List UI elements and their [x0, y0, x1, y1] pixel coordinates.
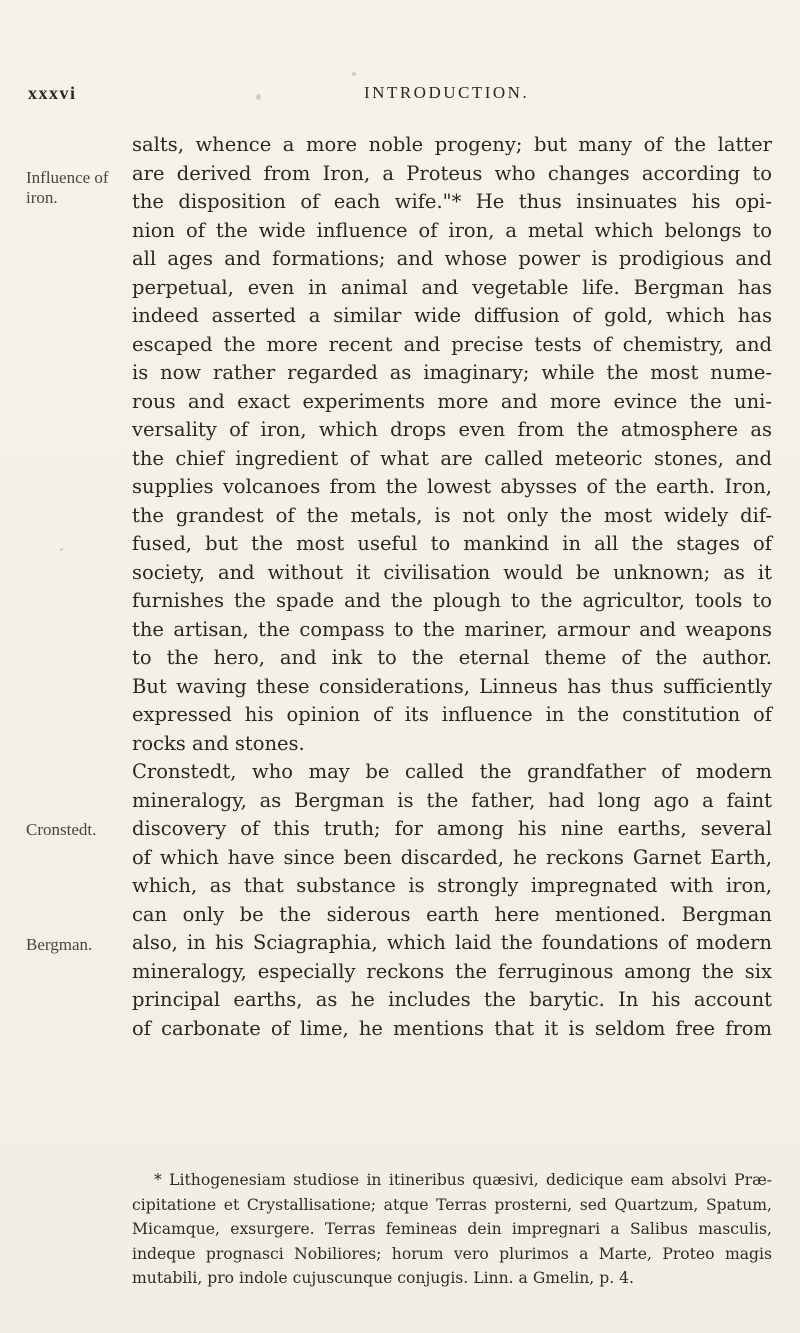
body-text	[132, 131, 772, 1043]
body-line: Cronstedt, who may be called the grandfather of modern	[132, 760, 772, 783]
body-line: principal earths, as he includes the barytic. In his account	[132, 988, 772, 1011]
footnote-line: indeque prognasci Nobiliores; horum vero plurimos a Marte, Proteo magis	[132, 1244, 772, 1263]
body-line: of which have since been discarded, he reckons Garnet Earth,	[132, 845, 772, 869]
sidenote-influence-of-iron: Influence of iron.	[26, 168, 109, 207]
sidenote-bergman: Bergman.	[26, 935, 93, 954]
body-line: the chief ingredient of what are called meteoric stones, and	[132, 446, 772, 470]
footnote-line: * Lithogenesiam studiose in itineribus quæsivi, dedicique eam absolvi Præ-	[154, 1171, 772, 1189]
body-line: escaped the more recent and precise tests of chemistry, and	[132, 332, 772, 356]
body-line: expressed his opinion of its influence in the constitution of	[132, 703, 772, 726]
body-line: rocks and stones.	[132, 731, 305, 755]
body-line: all ages and formations; and whose power is prodigious and	[132, 247, 772, 270]
body-line: versality of iron, which drops even from the atmosphere as	[132, 418, 772, 441]
body-line: salts, whence a more noble progeny; but many of the latter	[132, 133, 772, 156]
body-line: can only be the siderous earth here mentioned. Bergman	[132, 902, 772, 926]
footnote-line: Micamque, exsurgere. Terras femineas dein impregnari a Salibus masculis,	[132, 1220, 772, 1238]
body-line: perpetual, even in animal and vegetable life. Bergman has	[132, 275, 772, 299]
body-line: to the hero, and ink to the eternal theme of the author.	[132, 646, 772, 669]
body-line: discovery of this truth; for among his nine earths, several	[132, 817, 772, 840]
body-line: mineralogy, especially reckons the ferruginous among the six	[132, 959, 772, 983]
running-title: INTRODUCTION.	[364, 83, 530, 102]
body-line: are derived from Iron, a Proteus who changes according to	[132, 161, 772, 185]
body-line: supplies volcanoes from the lowest abysses of the earth. Iron,	[132, 475, 772, 498]
body-line: the grandest of the metals, is not only the most widely dif-	[132, 503, 772, 527]
footnote	[132, 1168, 772, 1291]
body-line: the artisan, the compass to the mariner, armour and weapons	[132, 617, 772, 641]
running-head	[0, 83, 800, 107]
page-number: xxxvi	[28, 83, 77, 103]
body-line: furnishes the spade and the plough to the agricultor, tools to	[132, 589, 772, 612]
sidenote-cronstedt: Cronstedt.	[26, 820, 97, 839]
body-line: fused, but the most useful to mankind in all the stages of	[132, 532, 772, 555]
body-line: is now rather regarded as imaginary; while the most nume-	[132, 361, 772, 384]
body-line: But waving these considerations, Linneus has thus sufficiently	[132, 674, 772, 698]
footnote-line: cipitatione et Crystallisatione; atque Terras prosterni, sed Quartzum, Spatum,	[132, 1195, 772, 1214]
body-line: indeed asserted a similar wide diffusion of gold, which has	[132, 304, 772, 327]
body-line: nion of the wide influence of iron, a metal which belongs to	[132, 218, 772, 242]
body-line: mineralogy, as Bergman is the father, had long ago a faint	[132, 788, 772, 812]
body-line: which, as that substance is strongly impregnated with iron,	[132, 874, 772, 897]
body-line: the disposition of each wife."* He thus insinuates his opi-	[132, 190, 772, 213]
body-line: also, in his Sciagraphia, which laid the foundations of modern	[132, 931, 772, 954]
body-line: society, and without it civilisation would be unknown; as it	[132, 560, 772, 584]
paper-speck	[352, 72, 356, 76]
footnote-line: mutabili, pro indole cujuscunque conjugis. Linn. a Gmelin, p. 4.	[132, 1269, 634, 1287]
body-line: of carbonate of lime, he mentions that it is seldom free from	[132, 1016, 772, 1040]
body-line: rous and exact experiments more and more evince the uni-	[132, 389, 772, 413]
paper-speck	[60, 548, 63, 551]
